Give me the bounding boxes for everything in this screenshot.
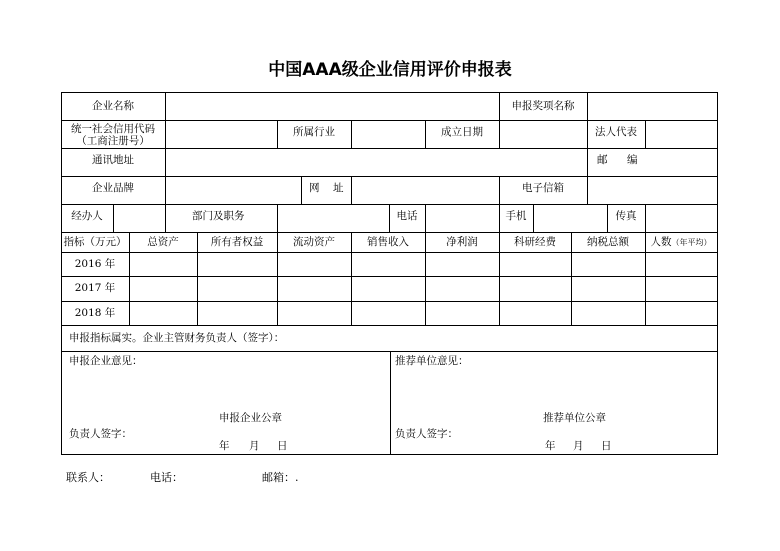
company-name-label: 企业名称 [92, 100, 134, 112]
website-label-2: 址 [333, 182, 344, 194]
recommender-signer-label: 负责人签字： [395, 428, 458, 440]
declaration-text: 申报指标属实。企业主管财务负责人（签字）： [69, 332, 285, 344]
form-title: 中国AAA级企业信用评价申报表 [268, 60, 512, 80]
recommender-date-day: 日 [601, 440, 612, 452]
fax-label: 传真 [615, 210, 637, 222]
year-2018-label: 2018 年 [74, 307, 116, 319]
founded-date-label: 成立日期 [441, 126, 483, 138]
applicant-signer-label: 负责人签字： [69, 428, 132, 440]
phone-label: 电话 [396, 210, 418, 222]
total-assets-header: 总资产 [147, 236, 179, 248]
recommender-date-month: 月 [573, 440, 584, 452]
year-2017-label: 2017 年 [74, 282, 116, 294]
industry-label: 所属行业 [293, 126, 335, 138]
email-label: 电子信箱 [522, 182, 564, 194]
applicant-seal-label: 申报企业公章 [219, 412, 282, 424]
recommender-opinion-title: 推荐单位意见： [395, 355, 469, 367]
net-profit-header: 净利润 [446, 236, 478, 248]
award-name-label: 申报奖项名称 [511, 100, 575, 112]
headcount-header [645, 236, 717, 249]
headcount-label: 人数 [650, 236, 672, 248]
mobile-label: 手机 [505, 210, 527, 222]
current-assets-header: 流动资产 [293, 236, 335, 248]
applicant-date-year: 年 [219, 440, 230, 452]
application-form [61, 92, 718, 454]
owner-equity-header: 所有者权益 [210, 236, 264, 248]
applicant-opinion-title: 申报企业意见： [69, 355, 143, 367]
department-label: 部门及职务 [192, 210, 245, 222]
contact-email-label: 邮箱：. [262, 471, 299, 484]
applicant-date-day: 日 [277, 440, 288, 452]
applicant-date-month: 月 [249, 440, 260, 452]
postal-code-label-2: 编 [627, 154, 638, 166]
recommender-date-year: 年 [545, 440, 556, 452]
indicator-header: 指标（万元） [63, 236, 127, 248]
year-2016-label: 2016 年 [74, 258, 116, 270]
address-label: 通讯地址 [92, 154, 134, 166]
legal-representative-label: 法人代表 [595, 126, 637, 138]
headcount-note: （年平均） [671, 238, 712, 247]
brand-label: 企业品牌 [92, 182, 134, 194]
rnd-expense-header: 科研经费 [514, 236, 556, 248]
total-tax-header: 纳税总额 [587, 236, 629, 248]
contact-person-label: 联系人： [66, 471, 110, 484]
recommender-seal-label: 推荐单位公章 [543, 412, 606, 424]
credit-code-label: 统一社会信用代码 [71, 123, 155, 135]
website-label-1: 网 [309, 182, 320, 194]
registration-number-label: （工商注册号） [76, 135, 150, 147]
handler-label: 经办人 [71, 210, 103, 222]
postal-code-label-1: 邮 [597, 154, 608, 166]
contact-phone-label: 电话： [150, 471, 183, 484]
sales-revenue-header: 销售收入 [367, 236, 409, 248]
